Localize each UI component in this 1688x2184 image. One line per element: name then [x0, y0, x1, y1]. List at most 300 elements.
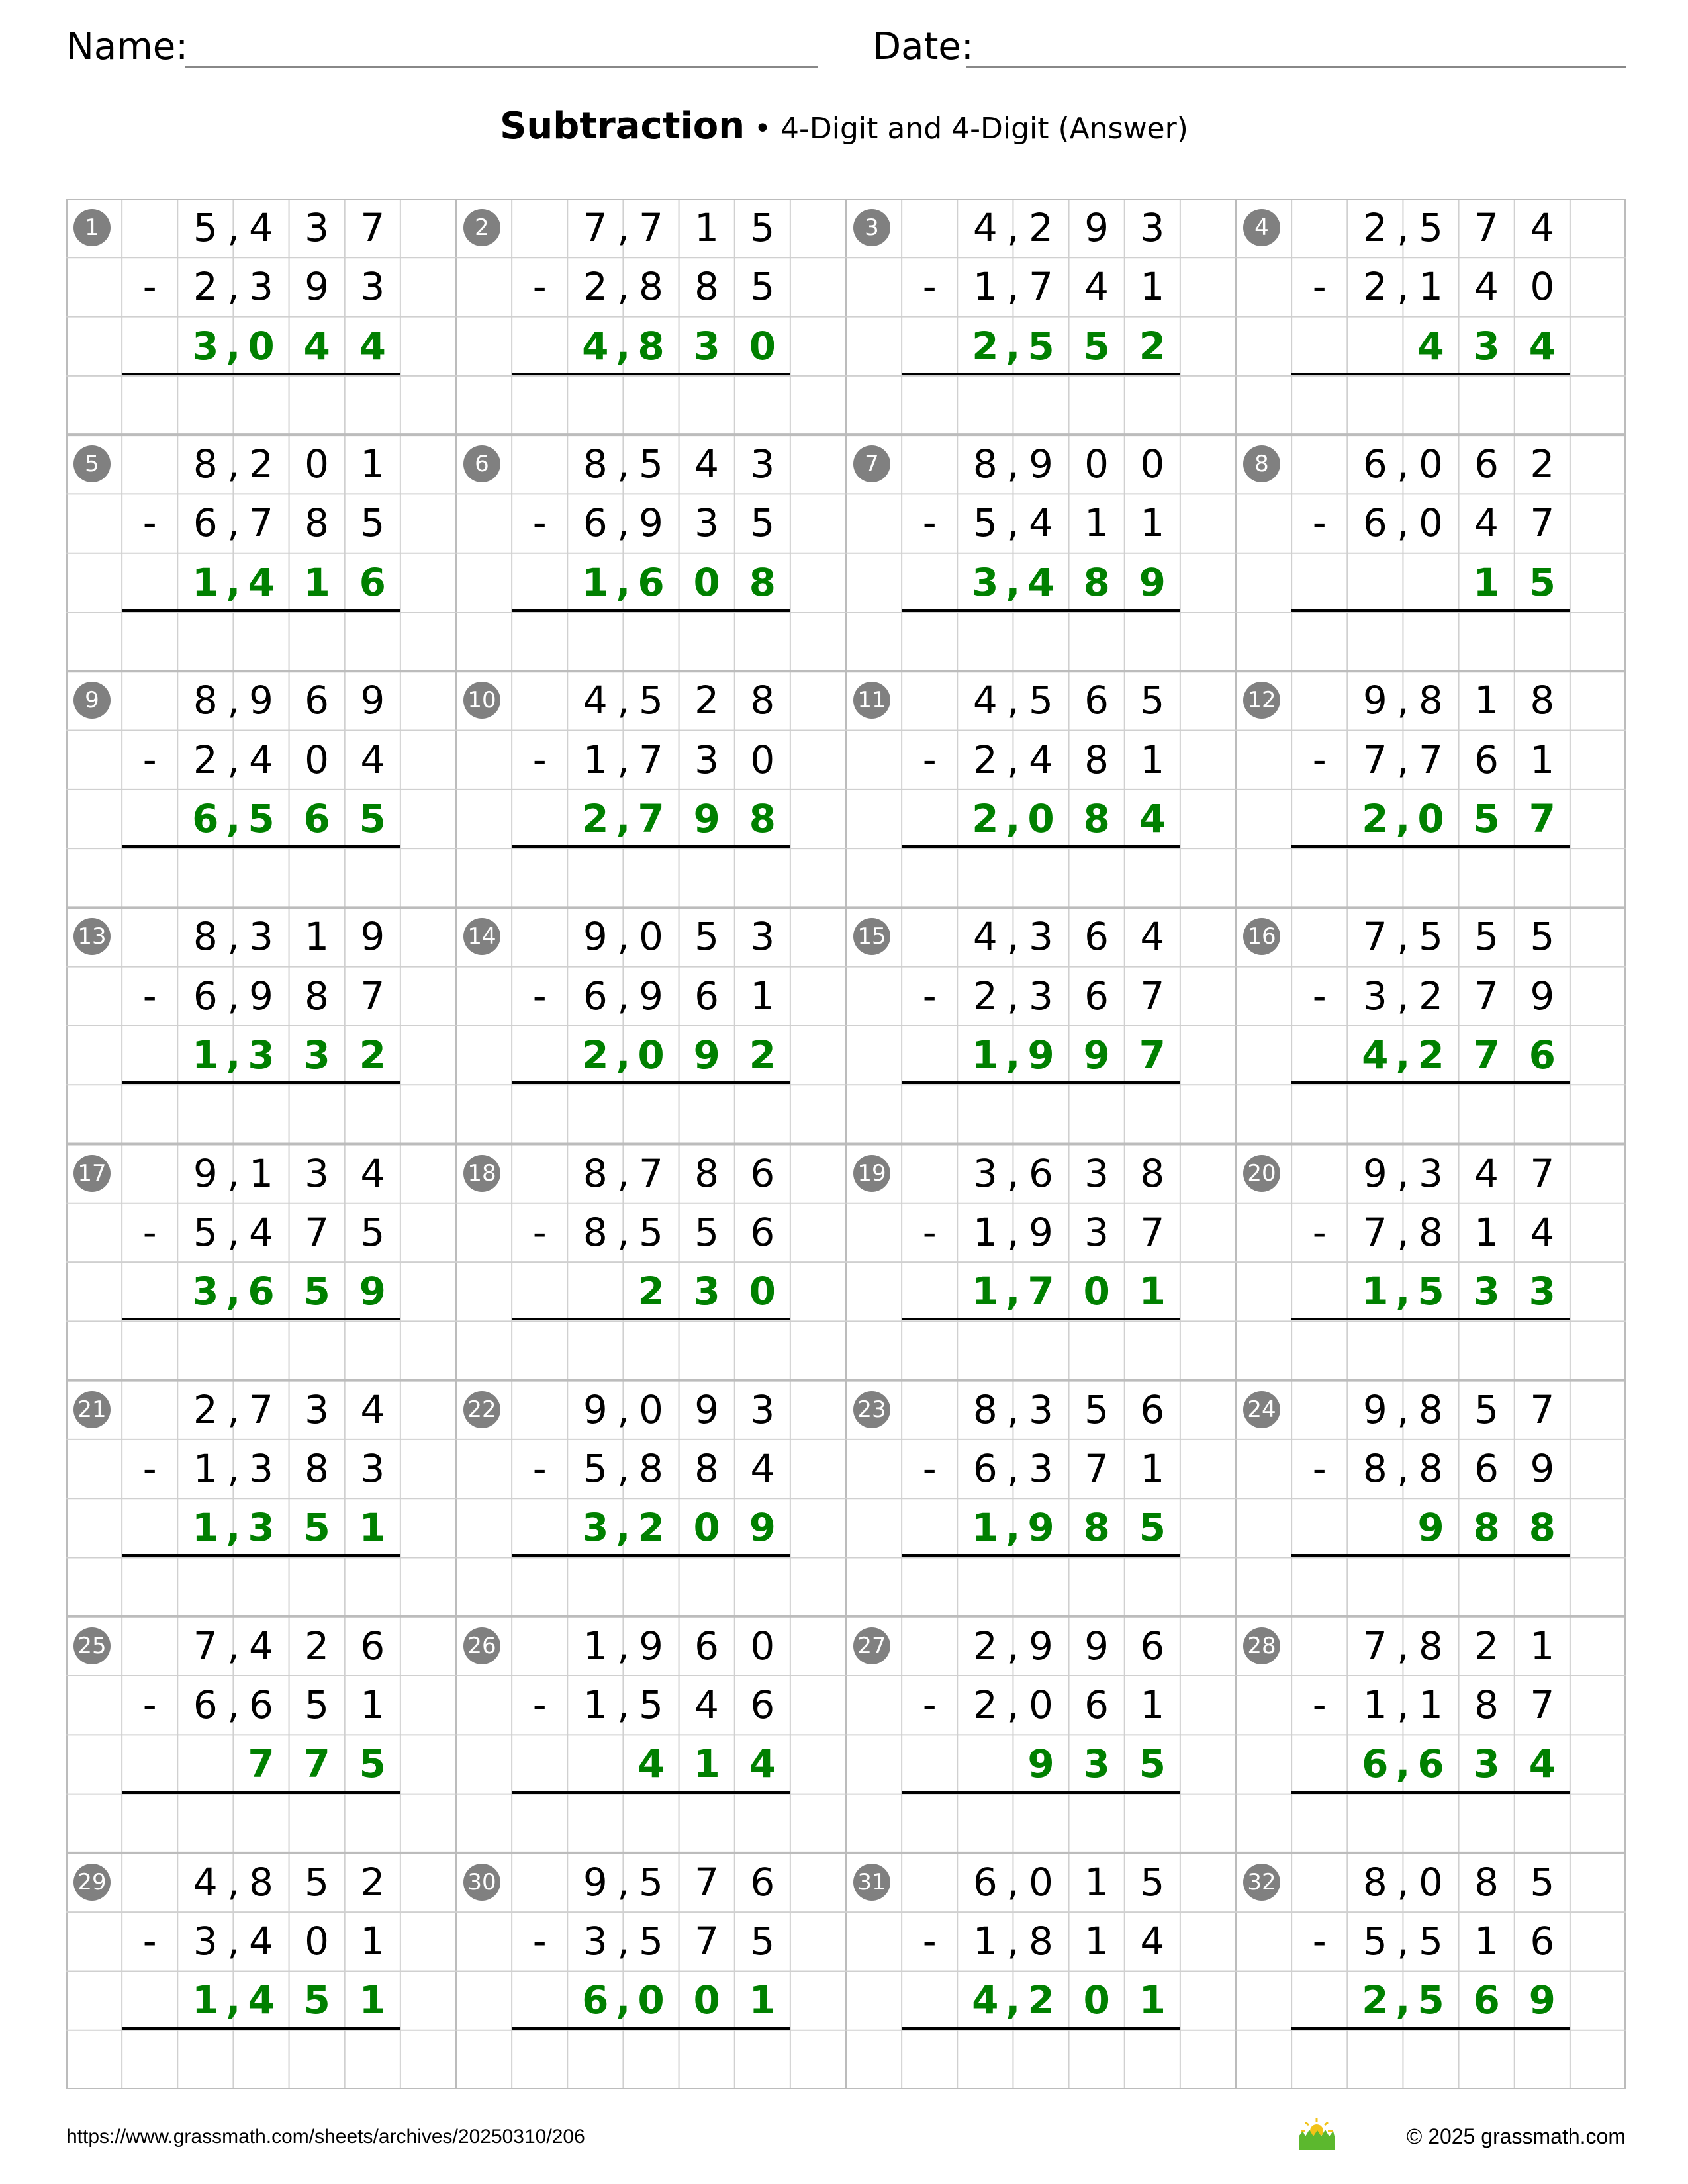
problem-number-badge: 3: [853, 209, 890, 246]
subtrahend: [1236, 967, 1626, 1026]
digit: 9: [1530, 973, 1555, 1019]
digit: 7: [1140, 1209, 1165, 1255]
minuend: [1236, 907, 1626, 966]
digit: 0: [750, 1623, 775, 1668]
thousands-separator: ,: [226, 1269, 241, 1314]
digit: 5: [639, 1919, 663, 1964]
thousands-separator: ,: [617, 205, 630, 250]
digit: 8: [1083, 559, 1110, 605]
digit: 6: [750, 1859, 775, 1905]
thousands-separator: ,: [1007, 441, 1019, 487]
digit: 0: [750, 737, 775, 782]
minuend: [1236, 1381, 1626, 1439]
minuend: [846, 907, 1236, 966]
digit: 5: [1084, 1387, 1109, 1432]
answer: [1236, 1262, 1626, 1321]
minus-sign: -: [142, 1445, 157, 1491]
digit: 8: [305, 500, 330, 546]
digit: 5: [1139, 1741, 1166, 1787]
thousands-separator: ,: [227, 1859, 240, 1905]
digit: 1: [1362, 1682, 1387, 1728]
minuend: [846, 1617, 1236, 1676]
minus-sign: -: [142, 500, 157, 546]
digit: 6: [1084, 914, 1109, 960]
digit: 3: [1473, 323, 1500, 369]
digit: 1: [1140, 500, 1165, 546]
digit: 1: [1084, 1919, 1109, 1964]
digit: 9: [583, 1387, 608, 1432]
digit: 2: [193, 1387, 218, 1432]
minuend: [456, 435, 846, 494]
digit: 6: [249, 1682, 273, 1728]
digit: 1: [1530, 1623, 1555, 1668]
digit: 1: [193, 1445, 218, 1491]
name-line[interactable]: [185, 66, 818, 68]
problem-1: [66, 199, 456, 435]
minus-sign: -: [922, 973, 937, 1019]
digit: 6: [360, 1623, 385, 1668]
digit: 3: [305, 205, 330, 250]
minuend: [456, 1617, 846, 1676]
thousands-separator: ,: [1007, 1445, 1019, 1491]
minuend: [846, 199, 1236, 257]
digit: 7: [360, 205, 385, 250]
digit: 5: [1474, 914, 1499, 960]
digit: 7: [1362, 737, 1387, 782]
digit: 7: [249, 1387, 273, 1432]
digit: 9: [1083, 1032, 1110, 1077]
problem-number-badge: 31: [853, 1864, 890, 1901]
subtrahend: [1236, 731, 1626, 790]
digit: 2: [749, 1032, 776, 1077]
digit: 9: [1362, 1150, 1387, 1196]
digit: 2: [637, 1505, 665, 1551]
thousands-separator: ,: [1397, 441, 1409, 487]
digit: 7: [1027, 1269, 1055, 1314]
digit: 4: [972, 205, 998, 250]
digit: 6: [1528, 1032, 1556, 1077]
digit: 9: [360, 914, 385, 960]
minus-sign: -: [532, 1919, 547, 1964]
digit: 7: [1419, 737, 1443, 782]
thousands-separator: ,: [1397, 500, 1409, 546]
digit: 8: [750, 678, 775, 723]
digit: 1: [1474, 1209, 1499, 1255]
digit: 0: [637, 1032, 665, 1077]
digit: 1: [192, 1978, 219, 2023]
digit: 4: [694, 441, 720, 487]
digit: 7: [639, 737, 663, 782]
subtrahend: [456, 731, 846, 790]
digit: 5: [1029, 678, 1053, 723]
thousands-separator: ,: [1395, 1269, 1411, 1314]
digit: 9: [249, 973, 273, 1019]
digit: 2: [249, 441, 273, 487]
minus-sign: -: [532, 264, 547, 310]
digit: 4: [1474, 1150, 1499, 1196]
digit: 8: [1419, 1387, 1443, 1432]
thousands-separator: ,: [1006, 559, 1021, 605]
digit: 1: [1084, 1859, 1109, 1905]
minuend: [66, 671, 456, 730]
digit: 1: [972, 264, 998, 310]
digit: 5: [248, 796, 275, 841]
thousands-separator: ,: [1397, 1387, 1409, 1432]
thousands-separator: ,: [226, 1978, 241, 2023]
thousands-separator: ,: [1397, 1445, 1409, 1491]
answer: [456, 1498, 846, 1557]
digit: 0: [1083, 1978, 1110, 2023]
digit: 1: [1419, 264, 1443, 310]
digit: 0: [1530, 264, 1555, 310]
thousands-separator: ,: [227, 1919, 240, 1964]
minuend: [456, 907, 846, 966]
thousands-separator: ,: [1007, 1387, 1019, 1432]
answer: [66, 1262, 456, 1321]
problem-22: [456, 1381, 846, 1617]
digit: 6: [1362, 1741, 1389, 1787]
digit: 8: [1474, 1682, 1499, 1728]
problem-number-badge: 24: [1243, 1391, 1280, 1428]
digit: 5: [1419, 205, 1443, 250]
digit: 5: [360, 500, 385, 546]
digit: 5: [1419, 1919, 1443, 1964]
subtrahend: [1236, 1203, 1626, 1262]
digit: 5: [1083, 323, 1110, 369]
answer: [846, 553, 1236, 612]
digit: 2: [305, 1623, 330, 1668]
problem-28: [1236, 1617, 1626, 1853]
digit: 7: [1084, 1445, 1109, 1491]
problem-number-badge: 30: [463, 1864, 500, 1901]
digit: 1: [583, 1623, 608, 1668]
digit: 3: [972, 1150, 998, 1196]
digit: 4: [193, 1859, 218, 1905]
digit: 6: [1362, 500, 1387, 546]
digit: 0: [1083, 1269, 1110, 1314]
thousands-separator: ,: [226, 796, 241, 841]
minus-sign: -: [1312, 1445, 1327, 1491]
digit: 5: [750, 1919, 775, 1964]
digit: 9: [1027, 1032, 1055, 1077]
digit: 7: [694, 1919, 720, 1964]
thousands-separator: ,: [617, 1682, 630, 1728]
digit: 5: [750, 500, 775, 546]
minuend: [456, 199, 846, 257]
thousands-separator: ,: [227, 441, 240, 487]
problem-18: [456, 1144, 846, 1381]
minuend: [66, 1853, 456, 1912]
digit: 5: [639, 1682, 663, 1728]
digit: 1: [1140, 1682, 1165, 1728]
digit: 3: [248, 1032, 275, 1077]
digit: 3: [1362, 973, 1387, 1019]
subtrahend: [846, 1912, 1236, 1971]
problem-31: [846, 1853, 1236, 2089]
digit: 7: [639, 1150, 663, 1196]
digit: 4: [303, 323, 330, 369]
problem-5: [66, 435, 456, 671]
problem-number-badge: 7: [853, 445, 890, 482]
digit: 3: [249, 264, 273, 310]
digit: 5: [303, 1978, 330, 2023]
digit: 1: [972, 1269, 999, 1314]
thousands-separator: ,: [1397, 1859, 1409, 1905]
digit: 4: [1139, 796, 1166, 841]
digit: 7: [1139, 1032, 1166, 1077]
subtrahend: [66, 731, 456, 790]
minus-sign: -: [922, 264, 937, 310]
digit: 6: [583, 500, 608, 546]
thousands-separator: ,: [227, 1387, 240, 1432]
problem-16: [1236, 907, 1626, 1144]
thousands-separator: ,: [227, 1150, 240, 1196]
thousands-separator: ,: [1007, 1682, 1019, 1728]
digit: 6: [1084, 973, 1109, 1019]
digit: 4: [249, 205, 273, 250]
digit: 1: [360, 1682, 385, 1728]
thousands-separator: ,: [616, 559, 631, 605]
digit: 4: [1362, 1032, 1389, 1077]
subtrahend: [456, 494, 846, 553]
problem-number-badge: 12: [1243, 682, 1280, 719]
thousands-separator: ,: [1007, 205, 1019, 250]
digit: 1: [972, 1505, 999, 1551]
thousands-separator: ,: [1007, 1209, 1019, 1255]
digit: 8: [637, 323, 665, 369]
digit: 0: [248, 323, 275, 369]
subtrahend: [1236, 1912, 1626, 1971]
digit: 6: [582, 1978, 609, 2023]
digit: 2: [1419, 973, 1443, 1019]
digit: 7: [1530, 1150, 1555, 1196]
digit: 1: [305, 914, 330, 960]
digit: 5: [972, 500, 998, 546]
minus-sign: -: [532, 1445, 547, 1491]
digit: 3: [750, 441, 775, 487]
digit: 8: [694, 264, 720, 310]
digit: 3: [1084, 1150, 1109, 1196]
digit: 8: [583, 1209, 608, 1255]
problem-29: [66, 1853, 456, 2089]
digit: 7: [583, 205, 608, 250]
digit: 0: [305, 737, 330, 782]
answer: [66, 1971, 456, 2030]
minuend: [846, 435, 1236, 494]
digit: 4: [1140, 1919, 1165, 1964]
problem-9: [66, 671, 456, 907]
thousands-separator: ,: [617, 264, 630, 310]
thousands-separator: ,: [227, 973, 240, 1019]
digit: 1: [1473, 559, 1500, 605]
digit: 6: [1029, 1150, 1053, 1196]
digit: 0: [1419, 500, 1443, 546]
digit: 5: [305, 1682, 330, 1728]
answer: [66, 1026, 456, 1085]
answer: [1236, 1498, 1626, 1557]
digit: 1: [303, 559, 330, 605]
digit: 5: [1530, 914, 1555, 960]
problem-7: [846, 435, 1236, 671]
digit: 5: [694, 1209, 720, 1255]
digit: 4: [360, 1387, 385, 1432]
digit: 5: [639, 1859, 663, 1905]
digit: 3: [305, 1150, 330, 1196]
digit: 1: [1474, 1919, 1499, 1964]
thousands-separator: ,: [1397, 737, 1409, 782]
digit: 8: [1474, 1859, 1499, 1905]
digit: 9: [1528, 1978, 1556, 2023]
digit: 6: [1417, 1741, 1444, 1787]
minus-sign: -: [142, 737, 157, 782]
digit: 7: [193, 1623, 218, 1668]
digit: 3: [694, 500, 720, 546]
digit: 3: [1140, 205, 1165, 250]
digit: 5: [359, 1741, 386, 1787]
digit: 8: [1528, 1505, 1556, 1551]
digit: 8: [1084, 737, 1109, 782]
digit: 7: [1362, 1209, 1387, 1255]
minus-sign: -: [142, 973, 157, 1019]
answer: [1236, 790, 1626, 848]
thousands-separator: ,: [1395, 1032, 1411, 1077]
digit: 3: [1029, 973, 1053, 1019]
thousands-separator: ,: [1007, 678, 1019, 723]
thousands-separator: ,: [1397, 1682, 1409, 1728]
digit: 5: [1528, 559, 1556, 605]
minuend: [66, 1144, 456, 1203]
digit: 1: [192, 1032, 219, 1077]
digit: 0: [749, 323, 776, 369]
name-label: Name:: [66, 25, 189, 68]
digit: 9: [1362, 678, 1387, 723]
thousands-separator: ,: [616, 1032, 631, 1077]
digit: 4: [1027, 559, 1055, 605]
subtrahend: [66, 494, 456, 553]
subtrahend: [66, 257, 456, 316]
thousands-separator: ,: [1006, 1269, 1021, 1314]
digit: 8: [1419, 1445, 1443, 1491]
digit: 6: [1474, 737, 1499, 782]
digit: 4: [583, 678, 608, 723]
digit: 8: [193, 914, 218, 960]
digit: 3: [1473, 1269, 1500, 1314]
digit: 1: [1140, 264, 1165, 310]
subtrahend: [846, 1203, 1236, 1262]
digit: 5: [694, 914, 720, 960]
subtrahend: [66, 1676, 456, 1735]
problem-23: [846, 1381, 1236, 1617]
digit: 8: [583, 1150, 608, 1196]
subtrahend: [456, 1912, 846, 1971]
minus-sign: -: [1312, 1209, 1327, 1255]
digit: 6: [750, 1150, 775, 1196]
digit: 3: [1473, 1741, 1500, 1787]
thousands-separator: ,: [226, 1032, 241, 1077]
digit: 2: [972, 323, 999, 369]
minuend: [1236, 1617, 1626, 1676]
digit: 3: [193, 1919, 218, 1964]
thousands-separator: ,: [227, 678, 240, 723]
thousands-separator: ,: [227, 1445, 240, 1491]
digit: 4: [360, 1150, 385, 1196]
subtrahend: [66, 1203, 456, 1262]
digit: 7: [1362, 914, 1387, 960]
minuend: [846, 1853, 1236, 1912]
digit: 6: [303, 796, 330, 841]
thousands-separator: ,: [1397, 914, 1409, 960]
digit: 6: [750, 1682, 775, 1728]
digit: 9: [749, 1505, 776, 1551]
thousands-separator: ,: [617, 1623, 630, 1668]
answer: [456, 1262, 846, 1321]
date-line[interactable]: [966, 66, 1626, 68]
problem-15: [846, 907, 1236, 1144]
problem-number-badge: 18: [463, 1155, 500, 1192]
digit: 3: [1084, 1209, 1109, 1255]
digit: 2: [582, 1032, 609, 1077]
thousands-separator: ,: [1395, 1978, 1411, 2023]
digit: 8: [694, 1445, 720, 1491]
digit: 0: [1140, 441, 1165, 487]
digit: 3: [583, 1919, 608, 1964]
digit: 9: [583, 914, 608, 960]
digit: 9: [639, 973, 663, 1019]
digit: 5: [359, 796, 386, 841]
digit: 8: [639, 264, 663, 310]
problem-19: [846, 1144, 1236, 1381]
minuend: [66, 1617, 456, 1676]
problem-number-badge: 13: [73, 918, 111, 955]
problem-number-badge: 21: [73, 1391, 111, 1428]
digit: 1: [972, 1209, 998, 1255]
digit: 9: [360, 678, 385, 723]
minuend: [1236, 1144, 1626, 1203]
digit: 8: [694, 1150, 720, 1196]
digit: 3: [360, 1445, 385, 1491]
digit: 3: [694, 737, 720, 782]
digit: 7: [305, 1209, 330, 1255]
subtrahend: [456, 257, 846, 316]
digit: 4: [750, 1445, 775, 1491]
digit: 1: [1139, 1978, 1166, 2023]
answer: [66, 790, 456, 848]
digit: 6: [1084, 678, 1109, 723]
minus-sign: -: [142, 1919, 157, 1964]
thousands-separator: ,: [617, 914, 630, 960]
digit: 3: [249, 1445, 273, 1491]
subtrahend: [456, 1676, 846, 1735]
problem-number-badge: 26: [463, 1627, 500, 1664]
digit: 9: [1029, 1623, 1053, 1668]
digit: 3: [248, 1505, 275, 1551]
thousands-separator: ,: [1006, 1978, 1021, 2023]
digit: 8: [749, 796, 776, 841]
minus-sign: -: [922, 1919, 937, 1964]
problem-number-badge: 29: [73, 1864, 111, 1901]
digit: 2: [972, 973, 998, 1019]
digit: 5: [1140, 1859, 1165, 1905]
answer: [846, 790, 1236, 848]
minuend: [456, 1144, 846, 1203]
answer: [1236, 1971, 1626, 2030]
digit: 2: [972, 737, 998, 782]
problem-26: [456, 1617, 846, 1853]
digit: 6: [972, 1859, 998, 1905]
digit: 8: [1473, 1505, 1500, 1551]
digit: 4: [582, 323, 609, 369]
thousands-separator: ,: [227, 914, 240, 960]
